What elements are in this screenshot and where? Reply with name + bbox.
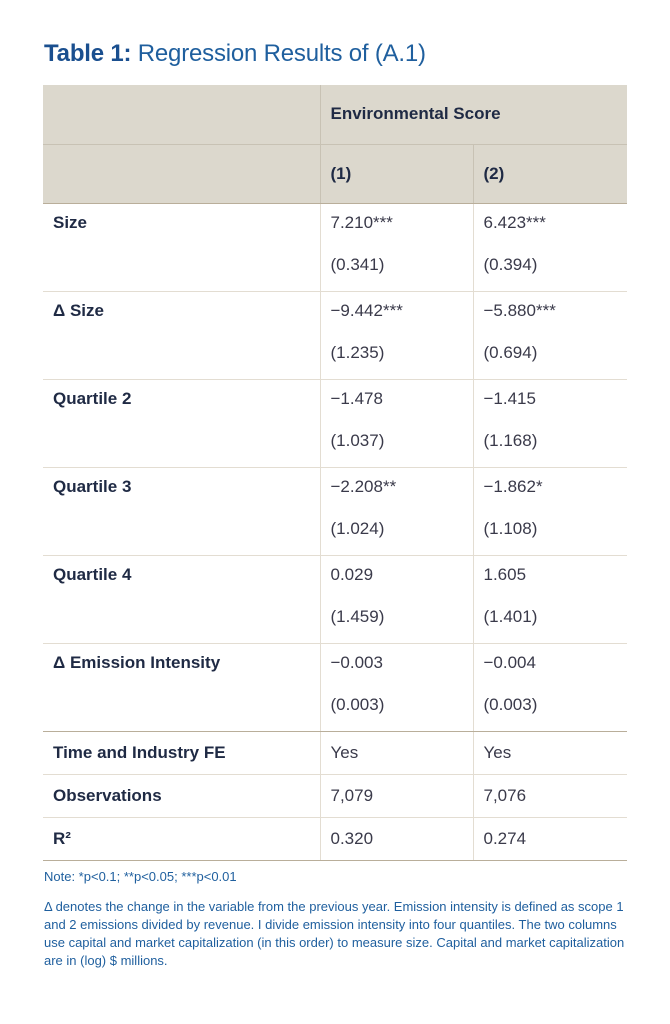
summary-label: Time and Industry FE	[43, 731, 320, 774]
header-empty-cell	[43, 144, 320, 203]
coef-cell	[473, 467, 627, 555]
variable-name: Δ Emission Intensity	[43, 643, 320, 731]
significance-note: Note: *p<0.1; **p<0.05; ***p<0.01	[44, 869, 237, 884]
header-row-columns	[43, 144, 627, 203]
std-error: (1.459)	[330, 606, 385, 626]
coef-value: −1.862*	[483, 476, 543, 496]
summary-value: Yes	[320, 731, 473, 774]
table-row	[43, 731, 627, 774]
std-error: (1.037)	[330, 430, 385, 450]
table-row	[43, 379, 627, 467]
summary-value: 7,076	[473, 774, 627, 817]
summary-label: R²	[43, 817, 320, 860]
coef-value: 7.210***	[330, 212, 393, 232]
table-description: Δ denotes the change in the variable from the previous year. Emission intensity is defined as scope 1 and 2 emissions divided by revenue. I divide emission intensity into four quantiles. The two columns use capital and market capitalization (in this order) to measure size. Capital and market capitalization are in (log) $ millions.	[44, 899, 625, 968]
header-row-group	[43, 85, 627, 144]
std-error: (1.235)	[330, 342, 385, 362]
coef-value: 0.029	[330, 564, 374, 584]
regression-table	[43, 85, 627, 861]
table-row	[43, 555, 627, 643]
std-error: (1.024)	[330, 518, 385, 538]
summary-value: 7,079	[320, 774, 473, 817]
coef-cell	[473, 643, 627, 731]
coef-value: −5.880***	[483, 300, 556, 320]
coef-value: −0.003	[330, 652, 383, 672]
summary-value: Yes	[473, 731, 627, 774]
summary-value: 0.274	[473, 817, 627, 860]
coef-value: −1.478	[330, 388, 383, 408]
std-error: (0.394)	[483, 254, 538, 274]
header-empty-cell	[43, 85, 320, 144]
coef-cell	[320, 379, 473, 467]
coef-cell	[320, 643, 473, 731]
variable-name: Δ Size	[43, 291, 320, 379]
coef-value: −0.004	[483, 652, 536, 672]
table-title-text: Regression Results of (A.1)	[137, 40, 426, 67]
variable-name: Quartile 3	[43, 467, 320, 555]
std-error: (0.003)	[483, 694, 538, 714]
coef-cell	[320, 203, 473, 291]
coef-cell	[320, 467, 473, 555]
coef-value: 6.423***	[483, 212, 546, 232]
variable-name: Quartile 2	[43, 379, 320, 467]
table-row	[43, 291, 627, 379]
coef-cell	[320, 555, 473, 643]
std-error: (0.341)	[330, 254, 385, 274]
coef-cell	[473, 203, 627, 291]
coef-cell	[473, 379, 627, 467]
table-row	[43, 643, 627, 731]
std-error: (1.401)	[483, 606, 538, 626]
table-row	[43, 817, 627, 860]
summary-value: 0.320	[320, 817, 473, 860]
header-col-1: (1)	[320, 144, 473, 203]
table-row	[43, 774, 627, 817]
std-error: (0.694)	[483, 342, 538, 362]
coef-value: −9.442***	[330, 300, 403, 320]
coef-value: −2.208**	[330, 476, 397, 496]
std-error: (1.108)	[483, 518, 538, 538]
header-environmental-score: Environmental Score	[320, 85, 627, 144]
table-title	[44, 40, 426, 68]
coef-value: −1.415	[483, 388, 536, 408]
header-col-2: (2)	[473, 144, 627, 203]
table-title-label: Table 1:	[44, 40, 132, 67]
variable-name: Size	[43, 203, 320, 291]
coef-cell	[473, 555, 627, 643]
summary-label: Observations	[43, 774, 320, 817]
table-row	[43, 467, 627, 555]
std-error: (0.003)	[330, 694, 385, 714]
variable-name: Quartile 4	[43, 555, 320, 643]
coef-cell	[320, 291, 473, 379]
coef-value: 1.605	[483, 564, 527, 584]
coef-cell	[473, 291, 627, 379]
table-row	[43, 203, 627, 291]
std-error: (1.168)	[483, 430, 538, 450]
